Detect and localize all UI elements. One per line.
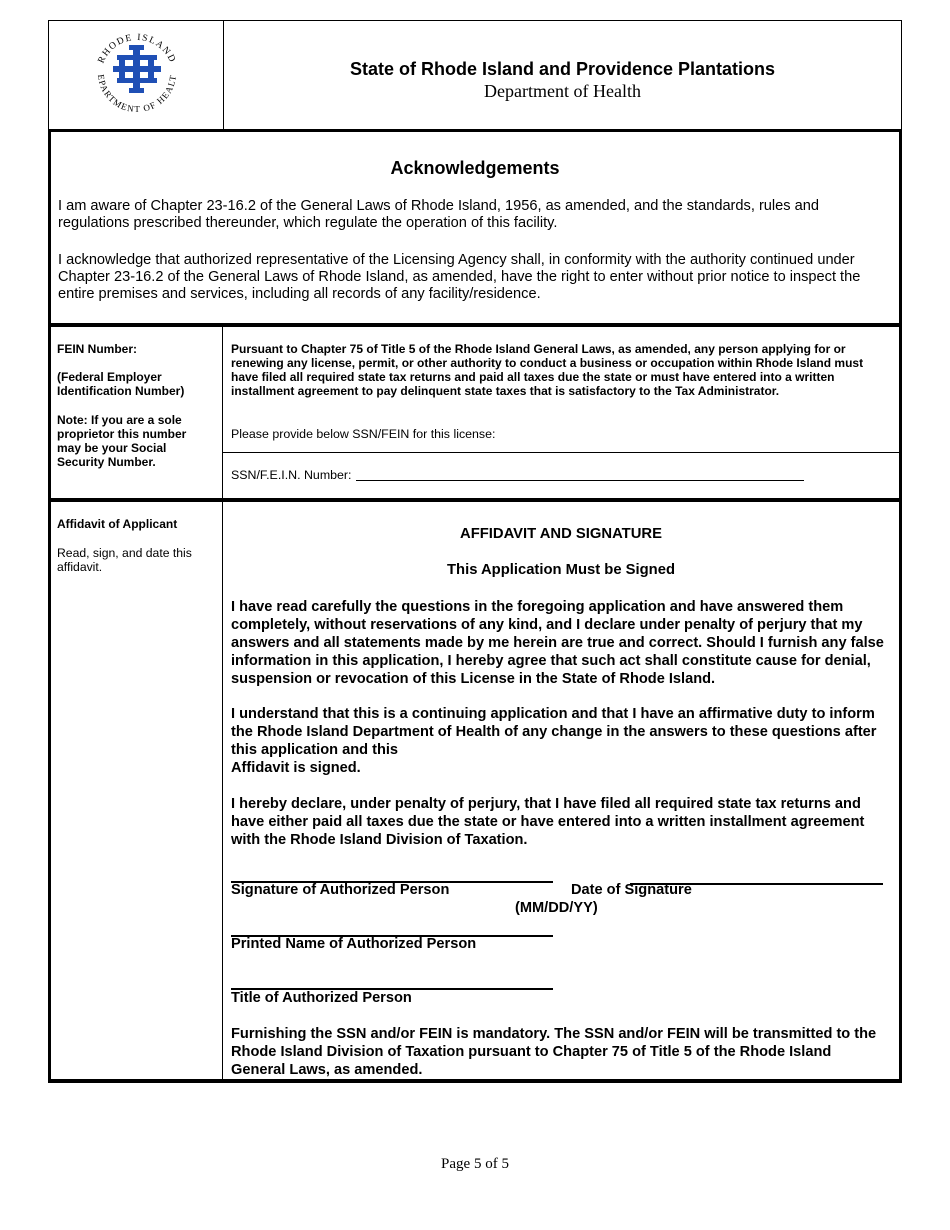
fein-label-column (51, 327, 223, 498)
department-subtitle: Department of Health (484, 81, 641, 101)
signature-label: Signature of Authorized Person (231, 882, 450, 898)
fein-note: Note: If you are a sole proprietor this number may be your Social Security Number. (57, 413, 187, 469)
affidavit-paragraph-3: I hereby declare, under penalty of perjury, that I have filed all required state tax returns and have either paid all taxes due the state or have entered into a written installment agreement with the Rhode Island Division of Taxation. (231, 796, 865, 848)
printed-name-label: Printed Name of Authorized Person (231, 936, 477, 952)
affidavit-paragraph-2-main: I understand that this is a continuing application and that I have an affirmative duty to inform the Rhode Island Department of Health of any change in the answers to these questions after this application and this (231, 706, 877, 758)
affidavit-label-column (51, 502, 223, 1079)
logo-cross-icon (113, 45, 161, 93)
affidavit-left-title: Affidavit of Applicant (57, 517, 178, 531)
fein-divider (223, 452, 899, 453)
ssn-fein-prompt: Please provide below SSN/FEIN for this license: (231, 427, 496, 441)
date-format-label: (MM/DD/YY) (515, 900, 598, 916)
logo-arc-top-text: RHODE ISLAND (96, 32, 178, 66)
ssn-mandatory-notice: Furnishing the SSN and/or FEIN is mandatory. The SSN and/or FEIN will be transmitted to the Rhode Island Division of Taxation pursuant to Chapter 75 of Title 5 of the Rhode Island General Laws, as amended. (231, 1026, 877, 1078)
acknowledgement-paragraph-1: I am aware of Chapter 23-16.2 of the General Laws of Rhode Island, 1956, as amended, and the standards, rules and regulations prescribed thereunder, which regulate the operation of this facility. (58, 198, 819, 231)
logo-arc-bottom-text: EPARTMENT OF HEALT (95, 73, 179, 115)
acknowledgements-title: Acknowledgements (390, 158, 560, 178)
fein-section (48, 327, 902, 502)
header (48, 20, 902, 132)
fein-sublabel: (Federal Employer Identification Number) (57, 370, 185, 398)
state-title: State of Rhode Island and Providence Plantations (349, 59, 776, 79)
affidavit-section (48, 502, 902, 1083)
acknowledgements-section (48, 132, 902, 327)
affidavit-subheading: This Application Must be Signed (447, 562, 675, 578)
affidavit-paragraph-2-end: Affidavit is signed. (231, 760, 361, 776)
title-label: Title of Authorized Person (231, 990, 412, 1006)
ssn-fein-input-line[interactable] (356, 480, 804, 481)
fein-content-column (223, 327, 899, 498)
logo-cell (49, 21, 224, 130)
affidavit-content-column (223, 502, 899, 1079)
date-of-signature-label: Date of Signature (571, 882, 692, 898)
tax-compliance-statement: Pursuant to Chapter 75 of Title 5 of the Rhode Island General Laws, as amended, any person applying for or renewing any license, permit, or other authority to conduct a business or occupation within Rhode Island must have filed all required state tax returns and paid all taxes due the state or must have entered into a written installment agreement to pay delinquent state taxes that is satisfactory to the Tax Administrator. (231, 342, 864, 398)
ssn-fein-label: SSN/F.E.I.N. Number: (231, 468, 352, 482)
department-of-health-seal (49, 21, 224, 130)
header-title-cell (224, 21, 901, 130)
fein-label: FEIN Number: (57, 342, 138, 356)
page-number: Page 5 of 5 (441, 1156, 509, 1172)
acknowledgement-paragraph-2: I acknowledge that authorized representative of the Licensing Agency shall, in conformity with the authority continued under Chapter 23-16.2 of the General Laws of Rhode Island, as amended, have the right to enter without prior notice to inspect the entire premises and services, including all records of any facility/residence. (58, 252, 861, 302)
affidavit-paragraph-1: I have read carefully the questions in the foregoing application and have answered them completely, without reservations of any kind, and I declare under penalty of perjury that my answers and all statements made by me herein are true and correct. Should I furnish any false information in this application, I hereby agree that such act shall constitute cause for denial, suspension or revocation of this License in the State of Rhode Island. (231, 599, 884, 687)
affidavit-heading: AFFIDAVIT AND SIGNATURE (460, 526, 662, 542)
affidavit-left-instructions: Read, sign, and date this affidavit. (57, 546, 192, 574)
affidavit-paragraph-2 (231, 705, 885, 777)
